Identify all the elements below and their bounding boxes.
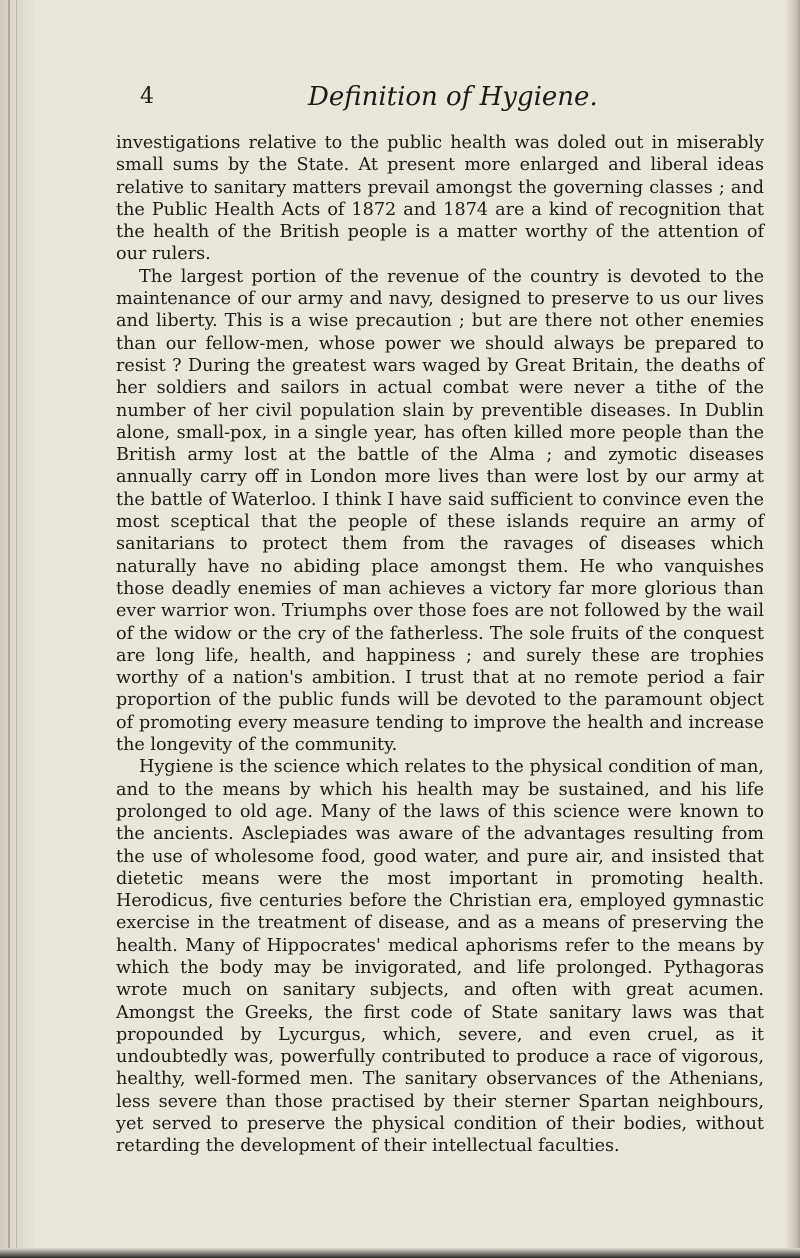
running-title: Definition of Hygiene. xyxy=(308,82,598,112)
page-number: 4 xyxy=(140,84,154,109)
body-text xyxy=(116,132,764,1158)
page-bottom-edge xyxy=(0,1248,800,1258)
paragraph-continuation: investigations relative to the public health was doled out in miserably small sums by the State. At present more enlarged and liberal ideas relative to sanitary matters prevail amongst the governing classes ; and the Public Health Acts of 1872 and 1874 are a kind of recognition that the health of the British people is a matter worthy of the attention of our rulers. xyxy=(116,133,764,265)
page-left-edge xyxy=(0,0,34,1258)
paragraph-hygiene-definition: Hygiene is the science which relates to the physical condition of man, and to the means by which his health may be sustained, and his life prolonged to old age. Many of the laws of this science were known to the ancients. Asclepiades was aware of the advantages resulting from the use of wholesome food, good water, and pure air, and insisted that dietetic means were the most important in promoting health. Herodicus, five centuries before the Christian era, employed gymnastic exercise in the treatment of disease, and as a means of preserving the health. Many of Hippocrates' medical aphorisms refer to the means by which the body may be invigorated, and life prolonged. Pythagoras wrote much on sanitary subjects, and often with great acumen. Amongst the Greeks, the first code of State sanitary laws was that propounded by Lycurgus, which, severe, and even cruel, as it undoubtedly was, powerfully contributed to produce a race of vigorous, healthy, well-formed men. The sanitary observances of the Athenians, less severe than those practised by their sterner Spartan neighbours, yet served to preserve the physical condition of their bodies, without retarding the development of their intellectual faculties. xyxy=(116,757,764,1157)
paragraph-revenue-army: The largest portion of the revenue of the country is devoted to the maintenance of our army and navy, designed to preserve to us our lives and liberty. This is a wise precaution ; but are there not other enemies than our fellow-men, whose power we should always be prepared to resist ? During the greatest wars waged by Great Britain, the deaths of her soldiers and sailors in actual combat were never a tithe of the number of her civil population slain by preventible diseases. In Dublin alone, small-pox, in a single year, has often killed more people than the British army lost at the battle of the Alma ; and zymotic diseases annually carry off in London more lives than were lost by our army at the battle of Waterloo. I think I have said sufficient to convince even the most sceptical that the people of these islands require an army of sanitarians to protect them from the ravages of diseases which naturally have no abiding place amongst them. He who vanquishes those deadly enemies of man achieves a victory far more glorious than ever warrior won. Triumphs over those foes are not followed by the wail of the widow or the cry of the fatherless. The sole fruits of the conquest are long life, health, and happiness ; and surely these are trophies worthy of a nation's ambition. I trust that at no remote period a fair proportion of the public funds will be devoted to the paramount object of promoting every measure tending to improve the health and increase the longevity of the community. xyxy=(116,266,764,756)
page-header xyxy=(140,78,660,118)
page-right-edge xyxy=(786,0,800,1258)
